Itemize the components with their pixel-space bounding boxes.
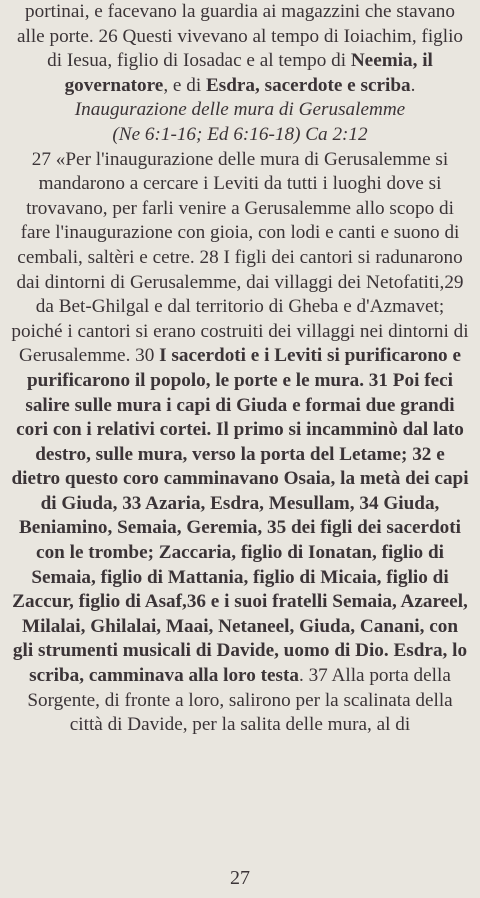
paragraph-text: , e di	[163, 74, 206, 96]
paragraph-verse-27-37	[10, 148, 470, 738]
bold-priest: Esdra, sacerdote e scriba	[205, 74, 411, 96]
paragraph-text: . 37 Alla porta della Sorgente, di fronte a loro, salirono per la scalinata della città di Davide, per la salita delle mura, al di	[27, 665, 453, 736]
paragraph-text: portinai, e facevano la guardia ai magazzini che stavano alle porte. 26 Questi vivevano al tempo di Ioiachim, figlio di Iesua, figlio di Iosadac e al tempo di	[17, 1, 463, 72]
bold-governor: Neemia, il governatore	[64, 50, 433, 96]
bold-passage: I sacerdoti e i Leviti si purificarono e purificarono il popolo, le porte e le mura. 31 Poi feci salire sulle mura i capi di Giuda e formai due grandi cori con i relativi cortei. Il primo si incamminò dal lato destro, sulle mura, verso la porta del Letame; 32 e dietro questo coro camminavano Osaia, la metà dei capi di Giuda, 33 Azaria, Esdra, Mesullam, 34 Giuda, Beniamino, Semaia, Geremia, 35 dei figli dei sacerdoti con le trombe; Zaccaria, figlio di Ionatan, figlio di Semaia, figlio di Mattania, figlio di Micaia, figlio di Zaccur, figlio di Asaf,36 e i suoi fratelli Semaia, Azareel, Milalai, Ghilalai, Maai, Netaneel, Giuda, Canani, con gli strumenti musicali di Davide, uomo di Dio. Esdra, lo scriba, camminava alla loro testa	[11, 345, 469, 687]
paragraph-verse-25-26	[10, 0, 470, 98]
paragraph-text: .	[410, 74, 416, 96]
paragraph-text: 27 «Per l'inaugurazione delle mura di Gerusalemme si mandarono a cercare i Leviti da tutti i luoghi dove si trovavano, per farli venire a Gerusalemme allo scopo di fare l'inaugurazione con gioia, con lodi e canti e suono di cembali, saltèri e cetre. 28 I figli dei cantori si radunarono dai dintorni di Gerusalemme, dai villaggi dei Netofatiti,29 da Bet-Ghilgal e dal territorio di Gheba e d'Azmavet; poiché i cantori si erano costruiti dei villaggi nei dintorni di Gerusalemme. 30	[11, 148, 469, 367]
page-number: 27	[230, 867, 250, 889]
section-references: (Ne 6:1-16; Ed 6:16-18) Ca 2:12	[112, 123, 368, 145]
section-title: Inaugurazione delle mura di Gerusalemme	[74, 99, 406, 121]
